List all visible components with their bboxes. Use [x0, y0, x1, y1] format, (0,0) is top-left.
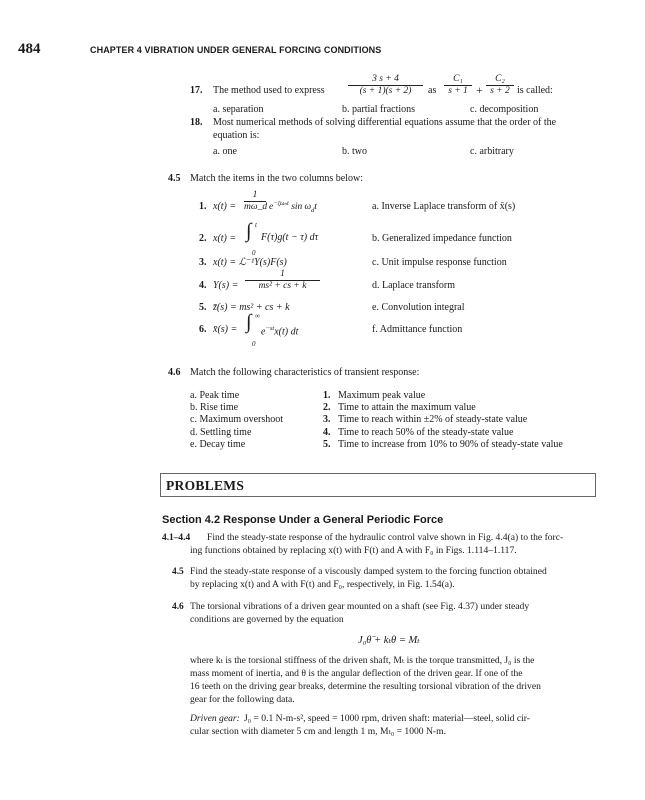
q46-left-d: d. Settling time [190, 427, 252, 438]
q46-right-5: Time to increase from 10% to 90% of steady-state value [338, 439, 563, 450]
q45-item2-lhs: x(t) = [213, 233, 237, 244]
q18-option-c: c. arbitrary [470, 146, 514, 157]
q17-number: 17. [190, 85, 203, 96]
q17-frac3-den: s + 2 [490, 86, 510, 96]
q46-left-a: a. Peak time [190, 390, 240, 401]
q17-as: as [428, 85, 437, 96]
q18-line2: equation is: [213, 130, 260, 141]
q46-prompt: Match the following characteristics of transient response: [190, 367, 420, 378]
q17-option-c: c. decomposition [470, 104, 539, 115]
problem-46-body-line1: where kₜ is the torsional stiffness of the driven shaft, Mₜ is the torque transmitted, J₀ is the [190, 655, 535, 666]
q46-number: 4.6 [168, 367, 181, 378]
q45-item1-fraction [244, 190, 266, 213]
q17-frac3-num: C₂ [486, 74, 514, 86]
q17-frac1-num: 3 s + 4 [348, 74, 423, 86]
q46-right-num-3: 3. [323, 414, 331, 425]
problem-46-equation: J₀θ̈ + kₜθ = Mₜ [358, 635, 420, 646]
section-heading: Section 4.2 Response Under a General Periodic Force [162, 514, 444, 526]
q46-left-c: c. Maximum overshoot [190, 414, 284, 425]
q45-option-c: c. Unit impulse response function [372, 257, 507, 268]
problem-46-data-line1: J₀ = 0.1 N-m-s², speed = 1000 rpm, driven shaft: material—steel, solid cir- [244, 713, 530, 724]
problem-45-line1: Find the steady-state response of a viscously damped system to the forcing function obtained [190, 566, 547, 577]
q17-option-b: b. partial fractions [342, 104, 416, 115]
q46-right-4: Time to reach 50% of the steady-state value [338, 427, 514, 438]
q45-item1-frac-den: mω_d [244, 202, 268, 212]
problem-45-number: 4.5 [172, 567, 184, 577]
q18-line1: Most numerical methods of solving differential equations assume that the order of the [213, 117, 557, 128]
q45-item5-num: 5. [199, 302, 207, 313]
q45-option-d: d. Laplace transform [372, 280, 456, 291]
problem-46-body-line4: gear for the following data. [190, 694, 295, 705]
q17-plus: + [476, 83, 483, 97]
q45-item4-frac-num: 1 [245, 269, 320, 281]
problem-46-data-line2: cular section with diameter 5 cm and length 1 m, Mₜ₀ = 1000 N-m. [190, 726, 446, 737]
q45-item1-num: 1. [199, 201, 207, 212]
q46-right-num-5: 5. [323, 439, 331, 450]
q45-item4-fraction [245, 269, 320, 292]
q45-item4-frac-den: ms² + cs + k [258, 281, 307, 291]
q46-right-num-2: 2. [323, 402, 331, 413]
q45-prompt: Match the items in the two columns below: [190, 173, 364, 184]
problem-46-body-line2: mass moment of inertia, and θ is the angular deflection of the driven gear. If one of the [190, 668, 523, 679]
q45-item4-num: 4. [199, 280, 207, 291]
q18-option-b: b. two [342, 146, 367, 157]
q17-fraction-2 [444, 74, 472, 97]
q45-item4-lhs: Y(s) = [213, 280, 239, 291]
q17-text: The method used to express [213, 85, 325, 96]
problems-heading: PROBLEMS [166, 478, 245, 493]
q45-option-f: f. Admittance function [372, 324, 463, 335]
q45-item3-num: 3. [199, 257, 207, 268]
problem-41-number: 4.1–4.4 [162, 533, 191, 543]
chapter-title: CHAPTER 4 VIBRATION UNDER GENERAL FORCING CONDITIONS [90, 45, 382, 55]
problem-45-line2: by replacing x(t) and A with F(t) and F₀, respectively, in Fig. 1.54(a). [190, 579, 455, 590]
problem-41-line1: Find the steady-state response of the hydraulic control valve shown in Fig. 4.4(a) to the forc- [207, 532, 564, 543]
q46-right-num-1: 1. [323, 390, 331, 401]
q45-item2-num: 2. [199, 233, 207, 244]
q46-right-1: Maximum peak value [338, 390, 426, 401]
q45-option-a: a. Inverse Laplace transform of x̄(s) [372, 201, 516, 212]
q46-right-2: Time to attain the maximum value [338, 402, 476, 413]
problem-41-line2: ing functions obtained by replacing x(t) with F(t) and A with F₀ in Figs. 1.114–1.117. [190, 545, 517, 556]
q46-left-b: b. Rise time [190, 402, 239, 413]
q45-option-e: e. Convolution integral [372, 302, 465, 313]
q45-item3-lhs: x(t) = ℒ⁻¹Y(s)F(s) [213, 257, 287, 268]
q45-item1-frac-num: 1 [244, 190, 266, 202]
page-number: 484 [18, 41, 41, 57]
q17-fraction-3 [486, 74, 514, 97]
q18-number: 18. [190, 117, 203, 128]
q45-number: 4.5 [168, 173, 181, 184]
problem-46-line2: conditions are governed by the equation [190, 614, 344, 625]
q17-option-a: a. separation [213, 104, 264, 115]
q17-frac1-den: (s + 1)(s + 2) [359, 86, 412, 96]
q46-left-e: e. Decay time [190, 439, 246, 450]
q45-item6-num: 6. [199, 324, 207, 335]
q17-frac2-num: C₁ [444, 74, 472, 86]
problem-46-body-line3: 16 teeth on the driving gear breaks, determine the resulting torsional vibration of the driven [190, 681, 541, 692]
problem-46-number: 4.6 [172, 602, 184, 612]
problem-46-data-label: Driven gear: [190, 713, 240, 724]
q45-item6-lhs: x̄(s) = [213, 324, 238, 335]
q45-item1-rhs: $e^{-\zeta\omega_nt}$ $\sin \omega_dt$ [269, 200, 317, 214]
q17-frac2-den: s + 1 [448, 86, 468, 96]
q17-fraction-1 [348, 74, 423, 97]
q45-option-b: b. Generalized impedance function [372, 233, 512, 244]
q46-right-num-4: 4. [323, 427, 331, 438]
q45-item5-lhs: z̄(s) = ms² + cs + k [213, 302, 290, 313]
problem-46-line1: The torsional vibrations of a driven gear mounted on a shaft (see Fig. 4.37) under steady [190, 601, 530, 612]
q46-right-3: Time to reach within ±2% of steady-state value [338, 414, 528, 425]
q17-text-after: is called: [517, 85, 553, 96]
q18-option-a: a. one [213, 146, 237, 157]
q45-item1-lhs: x(t) = [213, 201, 237, 212]
